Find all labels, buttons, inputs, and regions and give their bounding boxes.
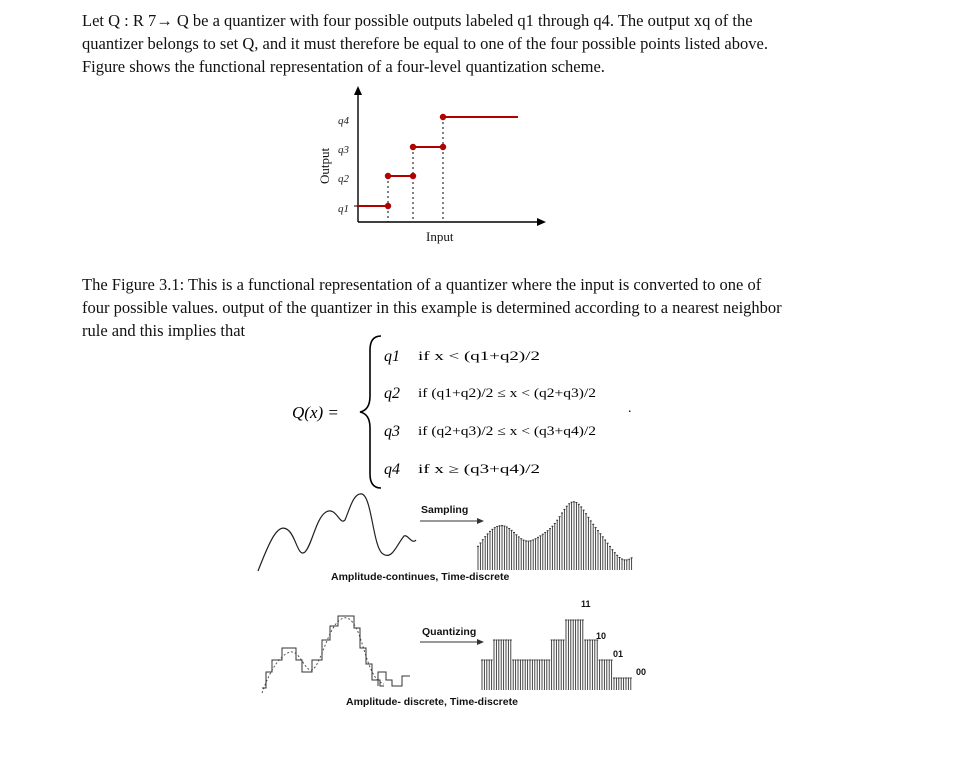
y-axis-label: Output <box>317 147 332 184</box>
caption-line-2: four possible values. output of the quantizer in this example is determined according to a nearest neighbor <box>82 298 782 317</box>
caption-line-1: The Figure 3.1: This is a functional representation of a quantizer where the input is converted to one of <box>82 275 762 294</box>
quantizing-label: Quantizing <box>422 626 477 638</box>
level-label-q1: q1 <box>338 203 349 215</box>
code-label-11: 11 <box>581 599 591 609</box>
level-label-q3: q3 <box>338 144 349 156</box>
case-2-value: q2 <box>384 385 400 402</box>
sampling-caption: Amplitude-continues, Time-discrete <box>331 571 510 583</box>
case-1-value: q1 <box>384 348 400 365</box>
caption-line-3: rule and this implies that <box>82 321 246 340</box>
case-3-condition: if (q2+q3)/2 ≤ x < (q3+q4)/2 <box>418 424 596 438</box>
quantizing-figure <box>262 599 646 708</box>
code-label-10: 10 <box>596 631 607 641</box>
case-1-condition: if x < (q1+q2)/2 <box>418 349 540 363</box>
continuous-signal-curve <box>258 494 416 571</box>
case-3-value: q3 <box>384 423 400 440</box>
x-axis-label: Input <box>426 229 454 244</box>
quantizing-caption: Amplitude- discrete, Time-discrete <box>346 696 518 708</box>
code-label-00: 00 <box>636 667 647 677</box>
quantized-tail <box>378 672 410 686</box>
equation-period: . <box>628 401 632 416</box>
sampling-figure <box>258 494 633 583</box>
level-label-q4: q4 <box>338 115 349 127</box>
case-4-condition: if x ≥ (q3+q4)/2 <box>418 462 540 476</box>
intro-line-1: Let Q : R 7→ Q be a quantizer with four possible outputs labeled q1 through q4. The output xq of the <box>82 11 753 30</box>
quantized-stems <box>481 620 632 690</box>
quantizing-arrowhead <box>477 639 484 645</box>
equation-lhs: Q(x) = <box>292 403 339 422</box>
intro-line-3: Figure shows the functional representation of a four-level quantization scheme. <box>82 57 605 76</box>
intro-line-2: quantizer belongs to set Q, and it must therefore be equal to one of the four possible points listed above. <box>82 34 768 53</box>
case-4-value: q4 <box>384 461 400 478</box>
sampled-stems <box>477 502 633 570</box>
sampling-arrowhead <box>477 518 484 524</box>
code-label-01: 01 <box>613 649 624 659</box>
quantized-staircase <box>262 616 384 688</box>
sampling-label: Sampling <box>421 504 469 516</box>
level-label-q2: q2 <box>338 173 349 185</box>
case-2-condition: if (q1+q2)/2 ≤ x < (q2+q3)/2 <box>418 386 596 400</box>
